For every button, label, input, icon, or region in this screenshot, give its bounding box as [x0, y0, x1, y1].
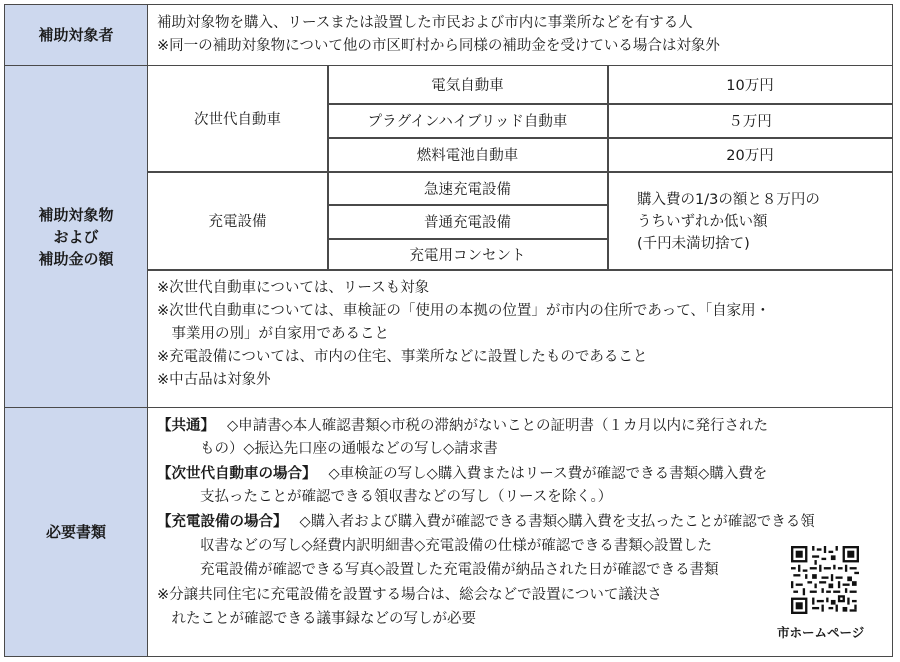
eligible-line-2: ※同一の補助対象物について他の市区町村から同様の補助金を受けている場合は対象外: [157, 38, 720, 54]
eligible-line-1: 補助対象物を購入、リースまたは設置した市民および市内に事業所などを有する人: [157, 15, 693, 31]
documents-charging: [157, 511, 815, 534]
charging-amount-line-2: うちいずれか低い額: [637, 214, 768, 230]
subsidy-header-line-2: および: [53, 227, 99, 246]
documents-note-line-2: れたことが確認できる議事録などの写しが必要: [157, 611, 476, 627]
documents-common-label: 【共通】: [157, 418, 215, 434]
charging-item: 普通充電設備: [424, 215, 511, 231]
subsidy-note: ※次世代自動車については、車検証の「使用の本拠の位置」が市内の住所であって、「自家用・: [157, 303, 771, 319]
nextgen-category: 次世代自動車: [194, 112, 281, 128]
subsidy-note: ※中古品は対象外: [157, 372, 271, 388]
subsidy-header-line-1: 補助対象物: [38, 205, 114, 224]
documents-note-line-1: ※分譲共同住宅に充電設備を設置する場合は、総会などで設置について議決さ: [157, 587, 662, 603]
documents-header-label: 必要書類: [45, 523, 106, 541]
documents-common-line-1: ◇申請書◇本人確認書類◇市税の滞納がないことの証明書（１カ月以内に発行された: [227, 418, 768, 434]
documents-nextgen: [157, 463, 767, 486]
nextgen-item-name: 燃料電池自動車: [416, 148, 519, 164]
documents-charging-line-3: 充電設備が確認できる写真◇設置した充電設備が納品された日が確認できる書類: [200, 562, 719, 578]
subsidy-note: ※充電設備については、市内の住宅、事業所などに設置したものであること: [157, 349, 648, 365]
charging-amount-line-3: (千円未満切捨て): [637, 236, 750, 252]
documents-charging-label: 【充電設備の場合】: [157, 514, 288, 530]
subsidy-header: [5, 66, 148, 407]
documents-charging-line-1: ◇購入者および購入費が確認できる書類◇購入費を支払ったことが確認できる領: [299, 514, 815, 530]
qr-code-icon[interactable]: [791, 546, 859, 614]
documents-charging-line-2: 収書などの写し◇経費内訳明細書◇充電設備の仕様が確認できる書類◇設置した: [200, 538, 712, 554]
subsidy-header-line-3: 補助金の額: [38, 249, 114, 268]
eligible-header-label: 補助対象者: [38, 26, 114, 44]
documents-common: [157, 415, 768, 438]
documents-nextgen-label: 【次世代自動車の場合】: [157, 466, 317, 482]
subsidy-table: [4, 4, 893, 657]
subsidy-note: 事業用の別」が自家用であること: [157, 326, 389, 342]
charging-amount: [637, 189, 820, 255]
documents-header: [5, 408, 148, 656]
charging-item: 急速充電設備: [424, 181, 511, 198]
documents-nextgen-line-2: 支払ったことが確認できる領収書などの写し（リースを除く。）: [200, 489, 613, 505]
charging-amount-line-1: 購入費の1/3の額と８万円の: [637, 192, 820, 208]
qr-caption: 市ホームページ: [777, 625, 865, 640]
nextgen-item-amount: ５万円: [728, 114, 772, 130]
documents-nextgen-line-1: ◇車検証の写し◇購入費またはリース費が確認できる書類◇購入費を: [328, 466, 768, 482]
grid-line: [148, 269, 892, 271]
subsidy-notes: [157, 277, 770, 392]
documents-common-line-2: もの）◇振込先口座の通帳などの写し◇請求書: [200, 441, 498, 457]
nextgen-item-name: 電気自動車: [431, 78, 504, 94]
subsidy-note: ※次世代自動車については、リースも対象: [157, 280, 430, 296]
eligible-header: [5, 5, 148, 65]
nextgen-item-amount: 10万円: [726, 78, 774, 94]
nextgen-item-amount: 20万円: [726, 148, 774, 164]
nextgen-item-name: プラグインハイブリッド自動車: [367, 114, 568, 130]
charging-item: 充電用コンセント: [409, 247, 526, 264]
charging-category: 充電設備: [208, 214, 267, 230]
